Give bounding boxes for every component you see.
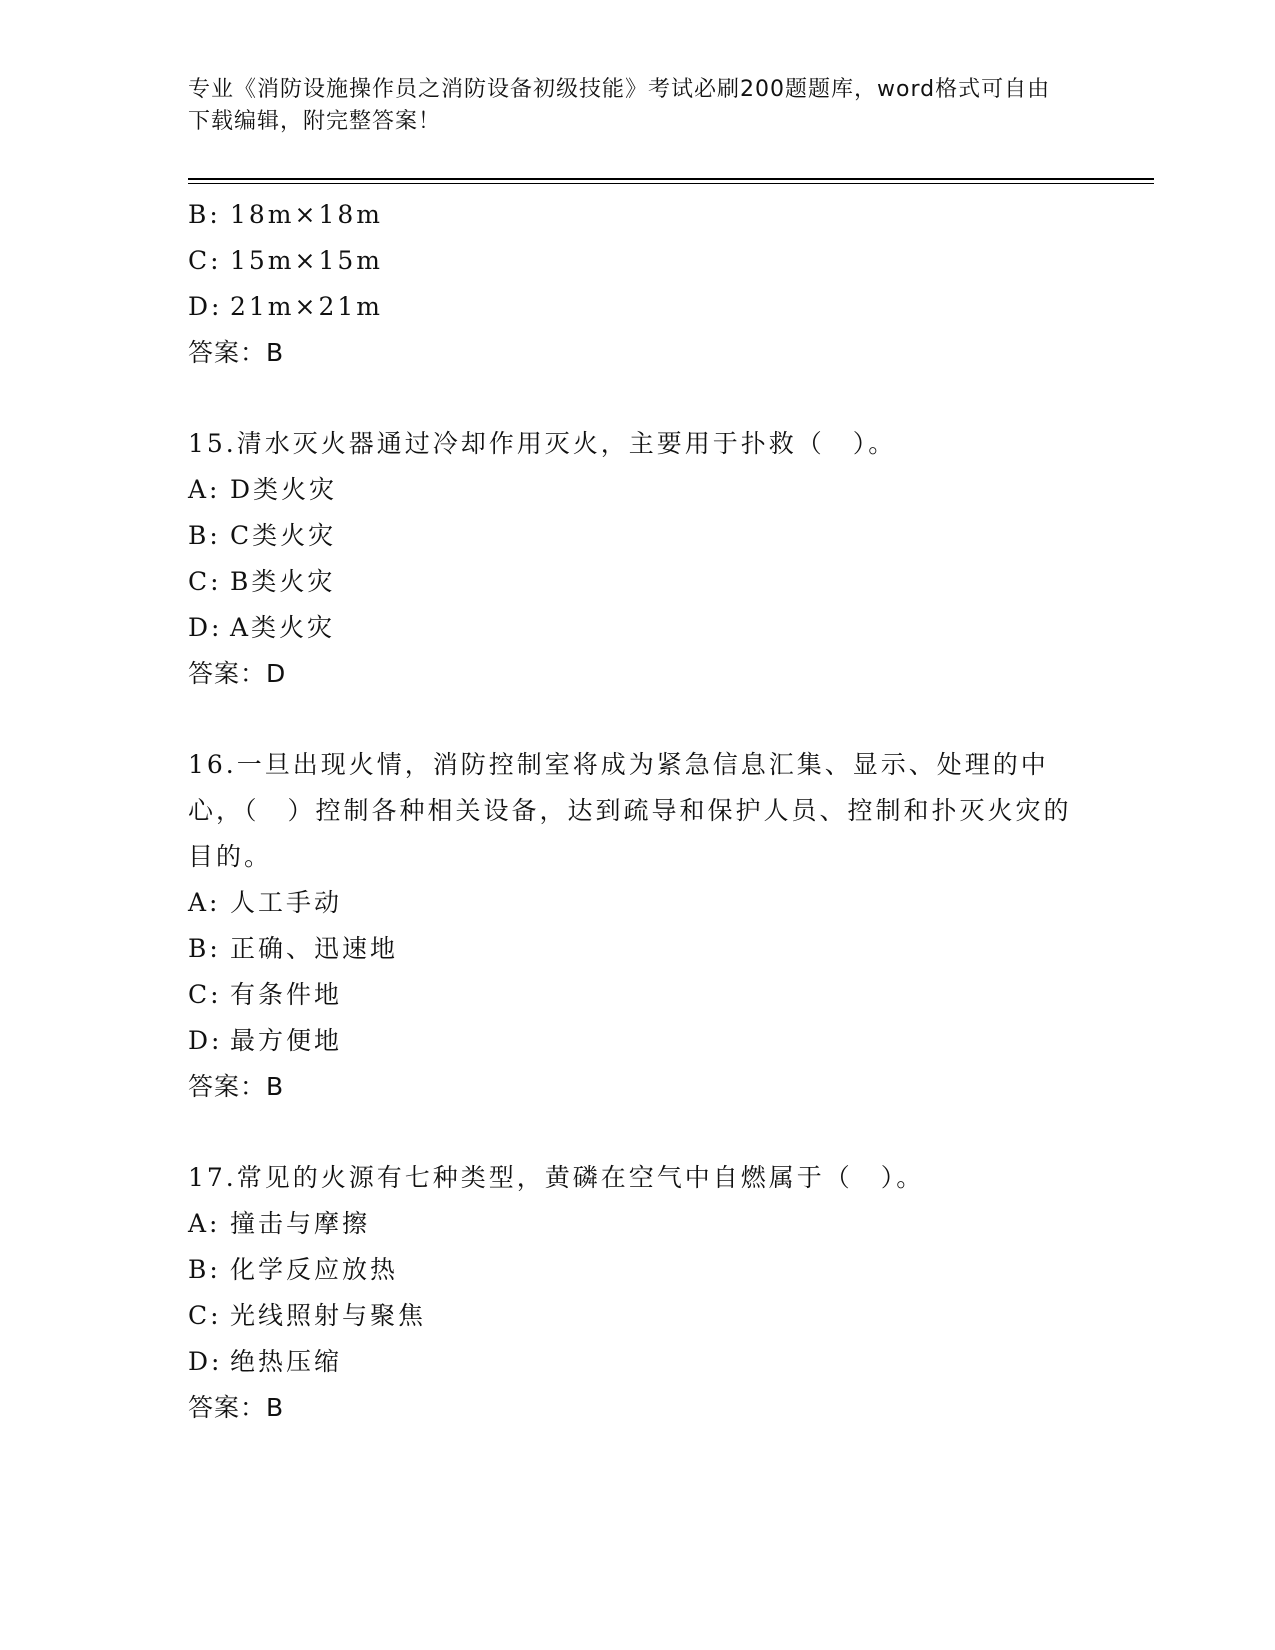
option-text: 正确、迅速地 [230,934,399,963]
question-14-tail [188,192,1088,376]
option-key: D: [188,292,223,321]
option-text: D类火灾 [230,475,338,504]
question-15 [188,421,1088,697]
option-key: D: [188,613,223,642]
option-text: 光线照射与聚焦 [230,1301,427,1330]
answer-line: 答案：D [188,659,287,688]
option-d [188,1339,1088,1385]
answer-line: 答案：B [188,1072,285,1101]
question-stem: 17.常见的火源有七种类型，黄磷在空气中自燃属于（ ）。 [188,1163,925,1192]
spacer [188,1110,1088,1155]
answer-line: 答案：B [188,1393,285,1422]
header-rule-thin [188,183,1154,184]
option-key: C: [188,567,222,596]
option-key: A: [188,475,221,504]
option-a [188,1201,1088,1247]
option-key: A: [188,888,221,917]
option-key: B: [188,1255,221,1284]
option-b [188,1247,1088,1293]
spacer [188,697,1088,742]
option-text: A类火灾 [230,613,336,642]
option-text: 15m×15m [230,246,383,275]
option-key: B: [188,521,221,550]
option-key: C: [188,246,222,275]
option-b [188,513,1088,559]
option-c [188,972,1088,1018]
question-stem: 16.一旦出现火情，消防控制室将成为紧急信息汇集、显示、处理的中心，（ ）控制各种相关设备，达到疏导和保护人员、控制和扑灭火灾的目的。 [188,750,1072,871]
option-text: 化学反应放热 [230,1255,399,1284]
option-a [188,467,1088,513]
option-b [188,926,1088,972]
option-d [188,1018,1088,1064]
option-text: 18m×18m [230,200,383,229]
option-text: 绝热压缩 [230,1347,343,1376]
option-text: 人工手动 [230,888,343,917]
option-d [188,284,1088,330]
option-text: 21m×21m [230,292,383,321]
option-text: C类火灾 [230,521,337,550]
header-rule-thick [188,178,1154,180]
option-c [188,1293,1088,1339]
question-17 [188,1155,1088,1431]
question-list [188,192,1088,1431]
option-text: 撞击与摩擦 [230,1209,371,1238]
document-header: 专业《消防设施操作员之消防设备初级技能》考试必刷200题题库，word格式可自由下载编辑，附完整答案！ [188,77,1051,134]
option-text: B类火灾 [230,567,336,596]
option-key: B: [188,934,221,963]
option-key: D: [188,1347,223,1376]
option-c [188,559,1088,605]
option-key: C: [188,1301,222,1330]
option-d [188,605,1088,651]
question-16 [188,742,1088,1110]
option-a [188,880,1088,926]
option-text: 有条件地 [230,980,343,1009]
option-key: A: [188,1209,221,1238]
option-c [188,238,1088,284]
question-stem: 15.清水灭火器通过冷却作用灭火，主要用于扑救（ ）。 [188,429,897,458]
option-key: B: [188,200,221,229]
answer-line: 答案：B [188,338,285,367]
option-key: C: [188,980,222,1009]
spacer [188,376,1088,421]
option-text: 最方便地 [230,1026,343,1055]
option-b [188,192,1088,238]
option-key: D: [188,1026,223,1055]
